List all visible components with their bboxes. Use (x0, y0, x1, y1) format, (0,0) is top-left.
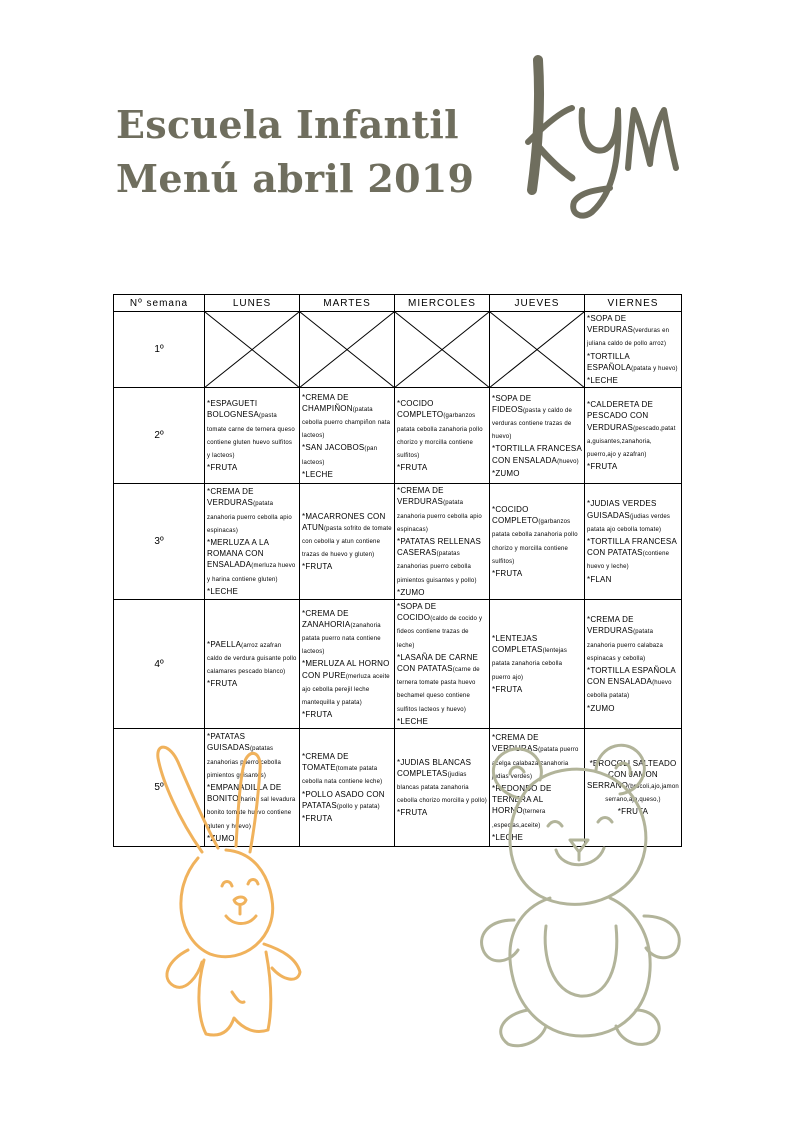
dish-name: *CREMA DE VERDURAS (397, 486, 444, 507)
dish-name: *CREMA DE TOMATE (302, 751, 349, 773)
week-number: 1º (114, 312, 205, 388)
dish-ingredients: (caldo de cocido y fideos contiene trazas de leche) (397, 616, 483, 649)
dish-name: *REDONDO DE TERNERA AL HORNO (492, 783, 552, 816)
dish-item (587, 574, 679, 585)
dish-ingredients: (pescado,patata,guisantes,zanahoria, puerro,ajo y azafran) (587, 425, 676, 458)
dish-name: *BROCOLI SALTEADO CON JAMON SERRANO (587, 758, 677, 790)
menu-cell-wednesday (395, 388, 490, 484)
week-number: 2º (114, 388, 205, 484)
cross-out-icon (205, 312, 299, 387)
dish-name: *CREMA DE ZANAHORIA (302, 608, 351, 629)
table-header-row (114, 295, 682, 312)
menu-cell-tuesday (300, 484, 395, 600)
table-row (114, 600, 682, 729)
dish-ingredients: (patata zanahoria puerro cebolla apio espinacas) (397, 500, 482, 533)
dish-ingredients: (judias verdes patata ajo cebolla tomate) (587, 513, 671, 533)
menu-cell-friday (585, 312, 682, 388)
dish-name: *FRUTA (302, 710, 333, 720)
dish-ingredients: (patata y huevo) (631, 365, 678, 372)
dish-name: *MACARRONES CON ATUN (302, 511, 386, 532)
dish-name: *TORTILLA FRANCESA CON ENSALADA (492, 444, 582, 465)
dish-ingredients: (brocoli,ajo,jamon serrano,ajo,queso,) (605, 783, 679, 804)
dish-item (587, 313, 679, 351)
dish-name: *ZUMO (587, 703, 615, 713)
cross-out-icon (490, 312, 584, 387)
dish-item (302, 511, 392, 562)
dish-item (397, 716, 487, 727)
dish-name: *SOPA DE FIDEOS (492, 393, 532, 414)
menu-cell-friday (585, 600, 682, 729)
col-header-friday: VIERNES (585, 295, 682, 312)
empty-day-cell-wednesday (395, 312, 490, 388)
dish-item (587, 614, 679, 665)
dish-item (587, 351, 679, 375)
dish-item (397, 601, 487, 652)
col-header-tuesday: MARTES (300, 295, 395, 312)
dish-item (587, 665, 679, 703)
bear-illustration (470, 730, 690, 1050)
dish-item (587, 375, 679, 386)
empty-day-cell-tuesday (300, 312, 395, 388)
dish-name: *TORTILLA ESPAÑOLA (587, 351, 632, 372)
dish-name: *SAN JACOBOS (302, 443, 365, 453)
dish-item (492, 568, 582, 579)
dish-item (587, 461, 679, 472)
dish-name: *CREMA DE VERDURAS (492, 733, 539, 754)
dish-name: *FRUTA (207, 679, 238, 689)
menu-cell-friday (585, 388, 682, 484)
dish-name: *FRUTA (587, 462, 618, 472)
dish-item (207, 398, 297, 462)
dish-name: *LECHE (587, 376, 618, 386)
dish-ingredients: (tomate patata cebolla nata contiene leche) (302, 766, 383, 786)
dish-name: *PATATAS RELLENAS CASERAS (397, 537, 482, 558)
dish-name: *FRUTA (397, 463, 428, 473)
dish-item (492, 468, 582, 479)
dish-name: *MERLUZA A LA ROMANA CON ENSALADA (207, 538, 269, 570)
empty-day-cell-monday (205, 312, 300, 388)
dish-ingredients: (lentejas patata zanahoria cebolla puerro ajo) (492, 648, 568, 681)
menu-cell-monday (205, 484, 300, 600)
title-block (116, 98, 476, 206)
dish-name: *FRUTA (492, 569, 523, 579)
dish-item (492, 393, 582, 444)
dish-name: *CREMA DE CHAMPIÑON (302, 392, 353, 413)
dish-name: *LASAÑA DE CARNE CON PATATAS (397, 652, 479, 674)
dish-ingredients: (patatas zanahorias puerro cebolla pimientos guisantes) (207, 746, 282, 779)
dish-name: *CREMA DE VERDURAS (207, 487, 254, 508)
dish-name: *FRUTA (492, 684, 523, 694)
dish-name: *SOPA DE VERDURAS (587, 314, 634, 335)
dish-name: *LECHE (397, 716, 428, 726)
dish-name: *MERLUZA AL HORNO CON PURE (302, 659, 390, 680)
week-number: 4º (114, 600, 205, 729)
dish-ingredients: (pasta sofrito de tomate con cebolla y atun contiene trazas de huevo y gluten) (302, 525, 392, 559)
dish-ingredients: (merluza aceite ajo cebolla perejil leche mantequilla y patata) (302, 673, 390, 707)
dish-name: *LECHE (207, 586, 238, 596)
dish-item (587, 399, 679, 461)
dish-ingredients: (patata zanahoria puerro cebolla apio espinacas) (207, 501, 292, 534)
dish-item (492, 504, 582, 568)
dish-item (207, 586, 297, 597)
dish-name: *SOPA DE COCIDO (397, 602, 437, 623)
dish-item (587, 536, 679, 574)
col-header-thursday: JUEVES (490, 295, 585, 312)
dish-name: *COCIDO COMPLETO (397, 399, 444, 420)
dish-name: *FRUTA (617, 807, 649, 817)
dish-ingredients: (patata cebolla puerro champiñon nata lacteos) (302, 406, 391, 440)
dish-name: *FRUTA (207, 463, 238, 473)
dish-ingredients: (carne de ternera tomate pasta huevo bechamel queso contiene sulfitos lacteos y huevo) (397, 667, 480, 713)
dish-name: *FRUTA (302, 562, 333, 572)
dish-name: *LENTEJAS COMPLETAS (492, 634, 543, 655)
dish-ingredients: (garbanzos patata cebolla zanahoria pollo chorizo y morcilla contiene sulfitos) (397, 413, 483, 459)
dish-item (207, 639, 297, 679)
dish-ingredients: (verduras en juliana caldo de pollo arroz) (587, 328, 670, 348)
dish-name: *JUDIAS BLANCAS COMPLETAS (397, 757, 472, 778)
dish-item (397, 462, 487, 473)
dish-name: *FRUTA (302, 813, 333, 823)
dish-item (397, 485, 487, 536)
dish-name: *COCIDO COMPLETO (492, 505, 539, 526)
dish-item (302, 469, 392, 480)
dish-ingredients: (harina sal levadura bonito tomate huevo contiene gluten y huevo) (207, 797, 296, 830)
dish-ingredients: (patata puerro acelga calabaza zanahoria judias verdes) (492, 747, 579, 780)
dish-name: *PATATAS GUISADAS (207, 732, 250, 753)
dish-name: *EMPANADILLA DE BONITO (207, 782, 282, 804)
dish-item (207, 486, 297, 537)
dish-item (302, 709, 392, 720)
dish-name: *POLLO ASADO CON PATATAS (302, 789, 385, 810)
dish-ingredients: (zanahoria patata puerro nata contiene lacteos) (302, 622, 381, 656)
menu-cell-friday (585, 484, 682, 600)
dish-ingredients: (patatas zanahorias puerro cebolla pimientos guisantes y pollo) (397, 551, 477, 584)
dish-name: *ZUMO (492, 468, 520, 478)
dish-ingredients: (pasta tomate carne de ternera queso contiene gluten huevo sulfitos y lacteos) (207, 413, 295, 459)
dish-item (492, 443, 582, 467)
cross-out-icon (300, 312, 394, 387)
dish-name: *PAELLA (207, 639, 242, 649)
dish-name: *CALDERETA DE PESCADO CON VERDURAS (587, 400, 654, 432)
dish-name: *JUDIAS VERDES GUISADAS (587, 499, 657, 520)
table-row (114, 388, 682, 484)
dish-ingredients: (merluza huevo y harina contiene gluten) (207, 563, 296, 583)
empty-day-cell-thursday (490, 312, 585, 388)
menu-cell-monday (205, 600, 300, 729)
dish-name: *CREMA DE VERDURAS (587, 615, 634, 636)
menu-month-title: Menú abril 2019 (116, 156, 475, 201)
menu-cell-monday (205, 388, 300, 484)
dish-name: *FLAN (587, 574, 612, 584)
dish-ingredients: (patata zanahoria puerro calabaza espinacas y cebolla) (587, 629, 664, 662)
cross-out-icon (395, 312, 489, 387)
menu-cell-tuesday (300, 600, 395, 729)
menu-cell-thursday (490, 388, 585, 484)
dish-ingredients: (huevo) (557, 458, 579, 465)
dish-item (302, 442, 392, 468)
dish-item (302, 608, 392, 659)
dish-item (397, 652, 487, 716)
dish-ingredients: (pan lacteos) (302, 446, 378, 466)
dish-item (302, 392, 392, 443)
table-row (114, 484, 682, 600)
dish-item (207, 462, 297, 473)
menu-cell-tuesday (300, 388, 395, 484)
dish-name: *LECHE (302, 469, 333, 479)
col-header-monday: LUNES (205, 295, 300, 312)
col-header-week: Nº semana (114, 295, 205, 312)
menu-cell-wednesday (395, 484, 490, 600)
col-header-wednesday: MIERCOLES (395, 295, 490, 312)
menu-cell-wednesday (395, 600, 490, 729)
dish-ingredients: (ternera ,especias,aceite) (492, 809, 546, 829)
dish-ingredients: (judias blancas patata zanahoria cebolla chorizo morcilla y pollo) (397, 771, 487, 805)
dish-name: *ZUMO (397, 587, 425, 597)
dish-item (302, 658, 392, 709)
dish-ingredients: (pollo y patata) (336, 803, 380, 810)
dish-item (397, 536, 487, 587)
dish-item (302, 561, 392, 572)
dish-name: *FRUTA (397, 808, 428, 818)
week-number: 3º (114, 484, 205, 600)
dish-item (492, 633, 582, 684)
dish-ingredients: (pasta y caldo de verduras contiene trazas de huevo) (492, 407, 573, 441)
dish-name: *TORTILLA FRANCESA CON PATATAS (587, 537, 677, 558)
kym-logo (500, 52, 700, 222)
dish-name: *ESPAGUETI BOLOGNESA (207, 399, 260, 420)
dish-ingredients: (huevo cebolla patata) (587, 680, 672, 700)
dish-item (207, 537, 297, 586)
dish-item (397, 587, 487, 598)
dish-ingredients: (contiene huevo y leche) (587, 551, 670, 571)
bunny-illustration (140, 740, 340, 1040)
dish-name: *LECHE (492, 832, 523, 842)
dish-ingredients: (arroz azafran caldo de verdura guisante pollo calamares pescado blanco) (207, 642, 297, 676)
school-name: Escuela Infantil (116, 102, 459, 147)
dish-name: *ZUMO (207, 833, 235, 843)
menu-cell-thursday (490, 484, 585, 600)
menu-cell-thursday (490, 600, 585, 729)
dish-name: *TORTILLA ESPAÑOLA CON ENSALADA (587, 666, 676, 687)
dish-item (587, 498, 679, 536)
dish-item (207, 678, 297, 689)
table-row (114, 312, 682, 388)
dish-ingredients: (garbanzos patata cebolla zanahoria pollo chorizo y morcilla contiene sulfitos) (492, 519, 578, 565)
dish-item (587, 703, 679, 714)
week-number: 5º (114, 729, 205, 847)
dish-item (492, 684, 582, 695)
dish-item (397, 398, 487, 462)
